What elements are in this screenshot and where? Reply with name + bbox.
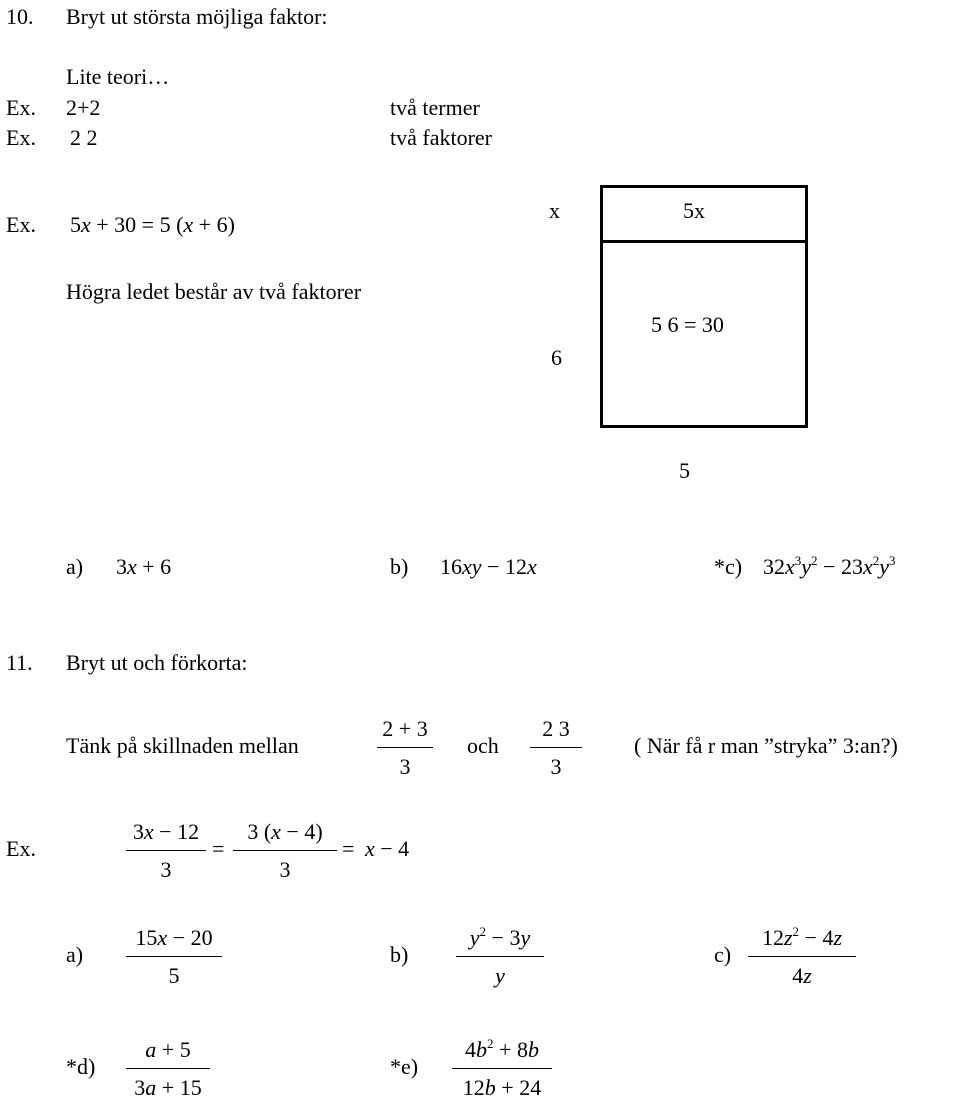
area-model-side-6: 6: [551, 345, 562, 370]
example-product-note: två faktorer: [390, 125, 492, 150]
example-label: Ex.: [6, 125, 36, 150]
area-model-side-x: x: [549, 198, 560, 223]
task-c-expression: $32x^3y^2 - 23x^2y^3$: [763, 553, 896, 579]
question-number-10: 10.: [6, 4, 34, 29]
question-10-title: Bryt ut största möjliga faktor:: [66, 4, 328, 29]
task-e-fraction: $4b^2 + 8b$ 12b + 24: [452, 1039, 552, 1099]
factoring-example: 5x + 30 = 5 (x + 6): [70, 212, 235, 237]
fraction-product-example: 2 3 3: [530, 718, 582, 778]
equals-sign: =: [212, 836, 225, 861]
question-number-11: 11.: [6, 650, 33, 675]
question-11-title: Bryt ut och förkorta:: [66, 650, 248, 675]
task-b-label: b): [390, 942, 409, 967]
task-a-fraction: 15x − 20 5: [126, 927, 222, 987]
think-text: Tänk på skillnaden mellan: [66, 733, 299, 758]
area-model-bottom-label: 5: [679, 458, 690, 483]
example-label: Ex.: [6, 836, 36, 861]
example-label: Ex.: [6, 95, 36, 120]
task-b-label: b): [390, 554, 409, 579]
task-d-fraction: a + 5 3a + 15: [126, 1039, 210, 1099]
task-c-fraction: $12z^2 - 4z$ 4z: [748, 927, 856, 987]
example-sum-note: två termer: [390, 95, 480, 120]
cancel-question: ( När få r man ”stryka” 3:an?): [634, 733, 898, 758]
task-d-label: *d): [66, 1054, 96, 1079]
task-b-expression: 16xy − 12x: [440, 554, 537, 579]
example-fraction-1: 3x − 12 3: [126, 821, 206, 881]
och-text: och: [467, 733, 499, 758]
task-c-label: *c): [714, 554, 743, 579]
equals-sign: =: [342, 836, 355, 861]
fraction-sum-example: 2 + 3 3: [377, 718, 433, 778]
task-a-label: a): [66, 942, 84, 967]
task-e-label: *e): [390, 1054, 419, 1079]
example-result: x − 4: [365, 836, 410, 861]
task-a-expression: 3x + 6: [116, 554, 172, 579]
area-model-top-cell: 5x: [683, 198, 705, 223]
task-a-label: a): [66, 554, 84, 579]
area-model-divider: [600, 240, 808, 243]
example-product-expression: 2 2: [70, 125, 98, 150]
theory-heading: Lite teori…: [66, 64, 170, 89]
task-b-fraction: $y^2 - 3y$ y: [456, 927, 544, 987]
example-fraction-2: 3 (x − 4) 3: [233, 821, 337, 881]
example-sum-expression: 2+2: [66, 95, 101, 120]
factor-note: Högra ledet består av två faktorer: [66, 279, 362, 304]
example-label: Ex.: [6, 212, 36, 237]
area-model-bottom-cell: 5 6 = 30: [651, 312, 724, 337]
task-c-label: c): [714, 942, 732, 967]
